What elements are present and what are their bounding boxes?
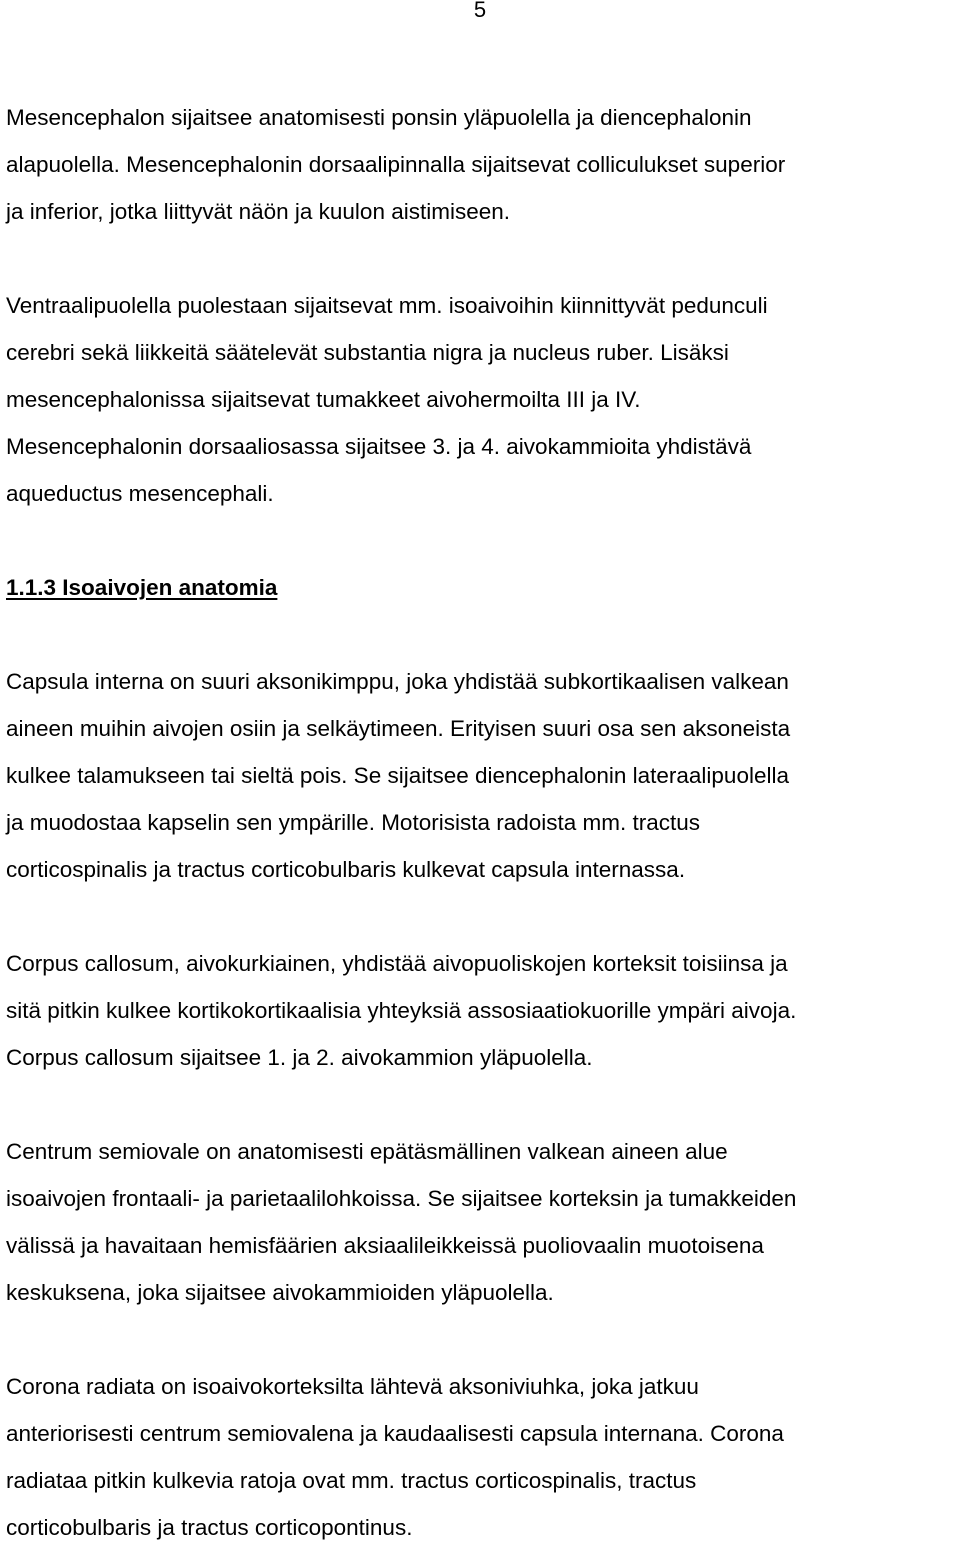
text-line: Corona radiata on isoaivokorteksilta lähtevä aksoniviuhka, joka jatkuu: [6, 1374, 699, 1399]
text-line: Corpus callosum sijaitsee 1. ja 2. aivokammion yläpuolella.: [6, 1045, 593, 1070]
paragraph-spacer: [6, 235, 956, 282]
text-line: ja muodostaa kapselin sen ympärille. Motorisista radoista mm. tractus: [6, 810, 701, 835]
paragraph-spacer: [6, 893, 956, 940]
text-line: ja inferior, jotka liittyvät näön ja kuulon aistimiseen.: [6, 199, 511, 224]
paragraph-spacer: [6, 517, 956, 564]
text-line: aqueductus mesencephali.: [6, 481, 274, 506]
page-number: 5: [473, 0, 487, 22]
text-line: corticobulbaris ja tractus corticopontinus.: [6, 1515, 413, 1540]
text-line: Capsula interna on suuri aksonikimppu, joka yhdistää subkortikaalisen valkean: [6, 669, 789, 694]
text-line: aineen muihin aivojen osiin ja selkäytimeen. Erityisen suuri osa sen aksoneista: [6, 716, 791, 741]
paragraph-corpus-callosum: [6, 940, 956, 1081]
text-line: välissä ja havaitaan hemisfäärien aksiaalileikkeissä puoliovaalin muotoisena: [6, 1233, 764, 1258]
paragraph-spacer: [6, 611, 956, 658]
section-heading: 1.1.3 Isoaivojen anatomia: [6, 575, 278, 600]
text-line: keskuksena, joka sijaitsee aivokammioiden yläpuolella.: [6, 1280, 554, 1305]
text-line: Mesencephalonin dorsaaliosassa sijaitsee 3. ja 4. aivokammioita yhdistävä: [6, 434, 752, 459]
text-line: sitä pitkin kulkee kortikokortikaalisia yhteyksiä assosiaatiokuorille ympäri aivoja.: [6, 998, 797, 1023]
paragraph-corona-radiata: [6, 1363, 956, 1551]
paragraph-spacer: [6, 1316, 956, 1363]
document-body: [6, 94, 956, 1551]
text-line: corticospinalis ja tractus corticobulbaris kulkevat capsula internassa.: [6, 857, 686, 882]
text-line: alapuolella. Mesencephalonin dorsaalipinnalla sijaitsevat colliculukset superior: [6, 152, 786, 177]
paragraph-mesencephalon-location: [6, 94, 956, 235]
text-line: Ventraalipuolella puolestaan sijaitsevat mm. isoaivoihin kiinnittyvät pedunculi: [6, 293, 768, 318]
text-line: Corpus callosum, aivokurkiainen, yhdistää aivopuoliskojen korteksit toisiinsa ja: [6, 951, 788, 976]
text-line: kulkee talamukseen tai sieltä pois. Se sijaitsee diencephalonin lateraalipuolella: [6, 763, 789, 788]
paragraph-capsula-interna: [6, 658, 956, 893]
text-line: Mesencephalon sijaitsee anatomisesti ponsin yläpuolella ja diencephalonin: [6, 105, 752, 130]
paragraph-ventral-side: [6, 282, 956, 517]
paragraph-spacer: [6, 1081, 956, 1128]
text-line: mesencephalonissa sijaitsevat tumakkeet aivohermoilta III ja IV.: [6, 387, 641, 412]
paragraph-centrum-semiovale: [6, 1128, 956, 1316]
text-line: Centrum semiovale on anatomisesti epätäsmällinen valkean aineen alue: [6, 1139, 728, 1164]
text-line: isoaivojen frontaali- ja parietaalilohkoissa. Se sijaitsee korteksin ja tumakkeiden: [6, 1186, 797, 1211]
text-line: anteriorisesti centrum semiovalena ja kaudaalisesti capsula internana. Corona: [6, 1421, 784, 1446]
text-line: cerebri sekä liikkeitä säätelevät substantia nigra ja nucleus ruber. Lisäksi: [6, 340, 729, 365]
text-line: radiataa pitkin kulkevia ratoja ovat mm. tractus corticospinalis, tractus: [6, 1468, 697, 1493]
